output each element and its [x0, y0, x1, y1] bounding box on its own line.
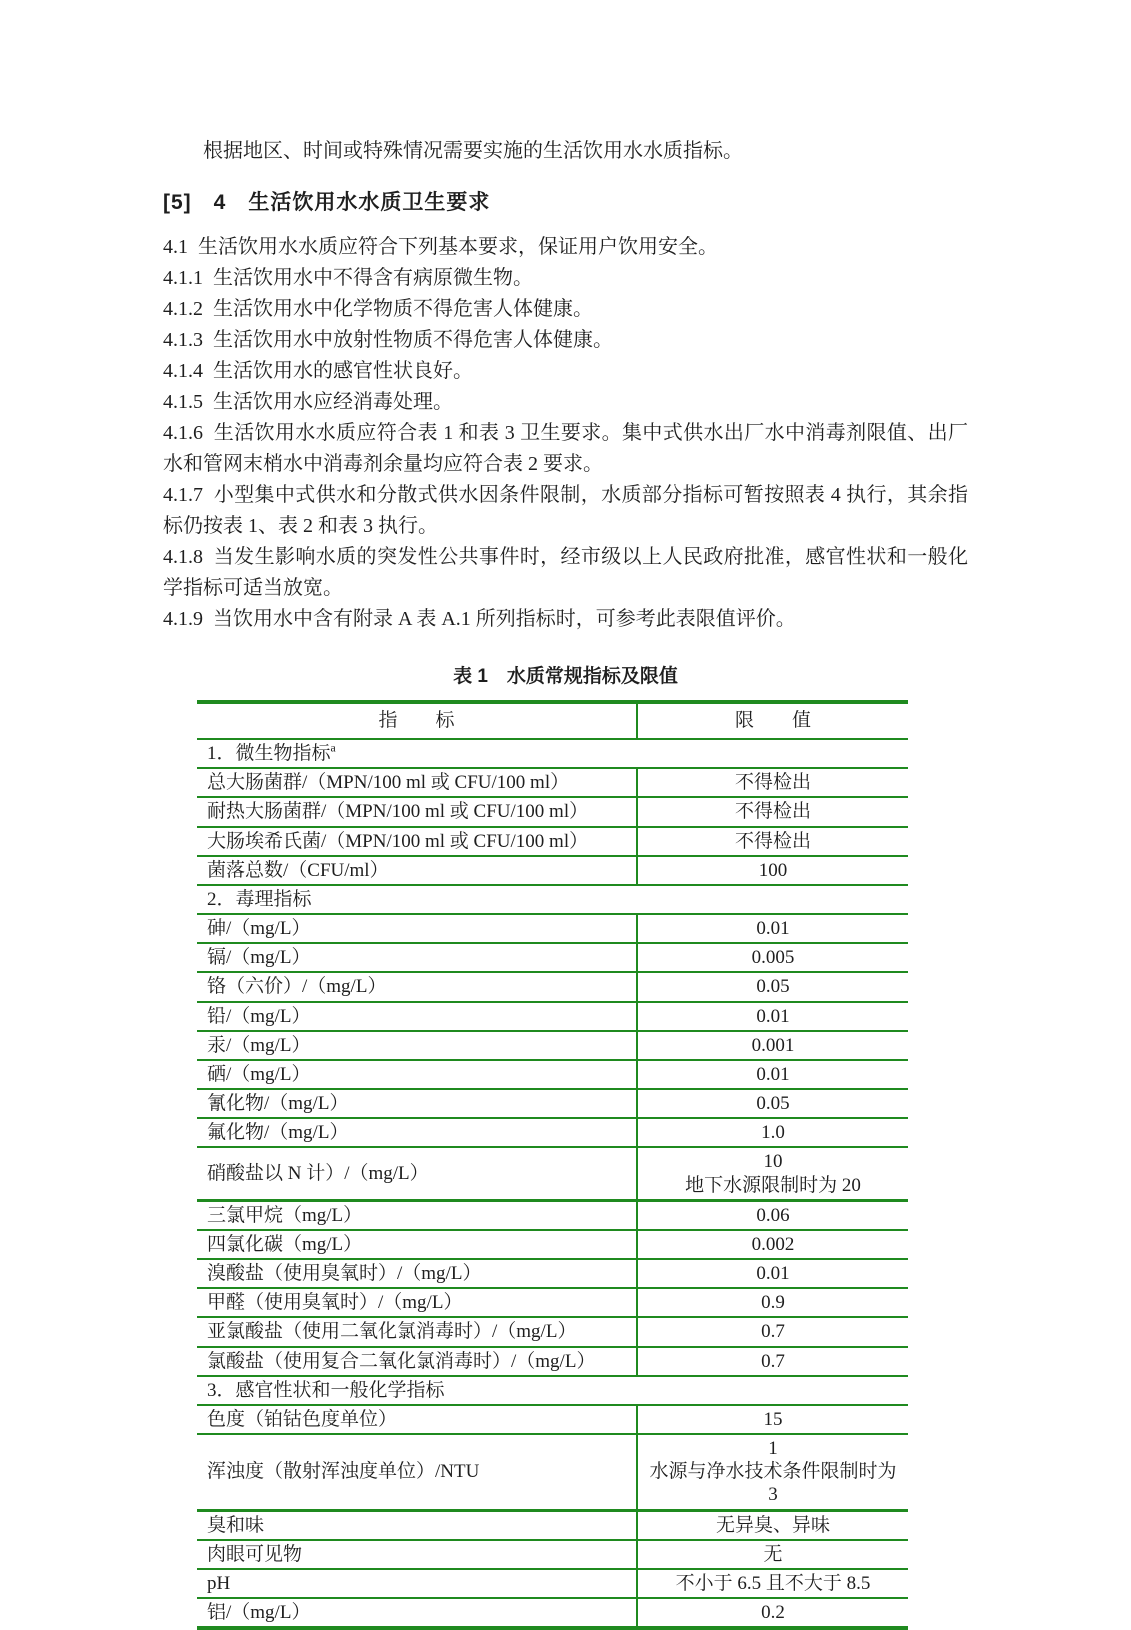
table-row [197, 1598, 908, 1628]
limit-value: 0.7 [761, 1321, 785, 1343]
indicator-cell: 色度（铂钴色度单位） [197, 1405, 637, 1434]
table-row [197, 797, 908, 826]
table-row [197, 1288, 908, 1317]
limit-value: 0.7 [761, 1350, 785, 1372]
section-label: 3．感官性状和一般化学指标 [207, 1379, 445, 1401]
limit-value: 无 [763, 1543, 783, 1565]
table-row [197, 1002, 908, 1031]
limit-cell [637, 827, 908, 856]
limit-value: 不得检出 [734, 801, 811, 823]
limit-value: 1 [768, 1438, 778, 1460]
limit-cell [637, 1118, 908, 1147]
clause-paragraph: 4.1.4 生活饮用水的感官性状良好。 [163, 360, 473, 382]
clause-paragraph: 4.1.8 当发生影响水质的突发性公共事件时，经市级以上人民政府批准，感官性状和一般化学指标可适当放宽。 [163, 546, 968, 599]
table-row [197, 1569, 908, 1598]
indicator-cell: 大肠埃希氏菌/（MPN/100 ml 或 CFU/100 ml） [197, 827, 637, 856]
clause-paragraph: 4.1 生活饮用水水质应符合下列基本要求，保证用户饮用安全。 [163, 236, 718, 258]
indicator-cell: 砷/（mg/L） [197, 914, 637, 943]
indicator-cell: 氰化物/（mg/L） [197, 1089, 637, 1118]
table-section-row [197, 739, 908, 768]
limit-cell [637, 1031, 908, 1060]
limit-value: 0.01 [756, 1005, 790, 1027]
limit-cell [637, 914, 908, 943]
limit-cell [637, 1288, 908, 1317]
clause-paragraph: 4.1.6 生活饮用水水质应符合表 1 和表 3 卫生要求。集中式供水出厂水中消毒剂限值、出厂水和管网末梢水中消毒剂余量均应符合表 2 要求。 [163, 422, 968, 475]
indicator-cell: 菌落总数/（CFU/ml） [197, 856, 637, 885]
limit-cell [637, 856, 908, 885]
table-row [197, 1317, 908, 1346]
limit-cell [637, 1147, 908, 1200]
section-label: 1．微生物指标 [207, 743, 331, 764]
indicator-cell: 氟化物/（mg/L） [197, 1118, 637, 1147]
table-row [197, 1118, 908, 1147]
limit-cell [637, 972, 908, 1001]
limit-cell [637, 1002, 908, 1031]
indicator-cell: 亚氯酸盐（使用二氧化氯消毒时）/（mg/L） [197, 1317, 637, 1346]
indicator-cell: 臭和味 [197, 1510, 637, 1540]
intro-paragraph: 根据地区、时间或特殊情况需要实施的生活饮用水水质指标。 [203, 140, 743, 162]
table-row [197, 1031, 908, 1060]
limit-cell [637, 1510, 908, 1540]
clause-paragraph: 4.1.5 生活饮用水应经消毒处理。 [163, 391, 453, 413]
limit-cell [637, 1569, 908, 1598]
limit-cell [637, 768, 908, 797]
table-row [197, 1147, 908, 1200]
limit-value: 0.05 [756, 976, 790, 998]
table-row [197, 1259, 908, 1288]
section-label: 2．毒理指标 [207, 888, 312, 910]
table-section-row [197, 1376, 908, 1405]
indicator-cell: 硝酸盐以 N 计）/（mg/L） [197, 1147, 637, 1200]
table-row [197, 1060, 908, 1089]
indicator-cell: 铅/（mg/L） [197, 1002, 637, 1031]
limit-value: 0.05 [756, 1093, 790, 1115]
limit-note: 地下水源限制时为 20 [685, 1174, 861, 1196]
clause-paragraph: 4.1.3 生活饮用水中放射性物质不得危害人体健康。 [163, 329, 613, 351]
table-row [197, 914, 908, 943]
limit-value: 不得检出 [734, 772, 811, 794]
limit-cell [637, 1540, 908, 1569]
limit-value: 不小于 6.5 且不大于 8.5 [675, 1572, 871, 1594]
indicator-cell: 氯酸盐（使用复合二氧化氯消毒时）/（mg/L） [197, 1347, 637, 1376]
indicator-cell: 甲醛（使用臭氧时）/（mg/L） [197, 1288, 637, 1317]
table-row [197, 1434, 908, 1510]
limit-cell [637, 1200, 908, 1230]
limit-value: 15 [763, 1408, 783, 1430]
limit-value: 不得检出 [734, 830, 811, 852]
table-row [197, 1405, 908, 1434]
limit-value: 10 [763, 1151, 783, 1173]
indicator-cell: 硒/（mg/L） [197, 1060, 637, 1089]
limit-cell [637, 1089, 908, 1118]
clause-paragraph: 4.1.9 当饮用水中含有附录 A 表 A.1 所列指标时，可参考此表限值评价。 [163, 608, 796, 630]
indicator-cell: 镉/（mg/L） [197, 943, 637, 972]
indicator-cell: pH [197, 1569, 637, 1598]
limit-cell [637, 1317, 908, 1346]
limit-value: 0.002 [751, 1233, 795, 1255]
limit-cell [637, 1230, 908, 1259]
table-row [197, 768, 908, 797]
limit-cell [637, 1434, 908, 1510]
limit-value: 0.9 [761, 1292, 785, 1314]
table-row [197, 1089, 908, 1118]
limit-cell [637, 797, 908, 826]
indicator-cell: 溴酸盐（使用臭氧时）/（mg/L） [197, 1259, 637, 1288]
limit-value: 0.005 [751, 947, 795, 969]
water-quality-table [197, 700, 908, 1630]
limit-cell [637, 1259, 908, 1288]
indicator-cell: 铬（六价）/（mg/L） [197, 972, 637, 1001]
table-header-row [197, 702, 908, 739]
table-row [197, 1200, 908, 1230]
indicator-cell: 三氯甲烷（mg/L） [197, 1200, 637, 1230]
limit-value: 0.01 [756, 1263, 790, 1285]
table-section-row [197, 885, 908, 914]
table-row [197, 856, 908, 885]
table-row [197, 943, 908, 972]
indicator-cell: 汞/（mg/L） [197, 1031, 637, 1060]
section-heading: [5] 4 生活饮用水水质卫生要求 [163, 191, 491, 214]
indicator-cell: 浑浊度（散射浑浊度单位）/NTU [197, 1434, 637, 1510]
clause-paragraph: 4.1.7 小型集中式供水和分散式供水因条件限制，水质部分指标可暂按照表 4 执行，其余指标仍按表 1、表 2 和表 3 执行。 [163, 484, 968, 537]
limit-cell [637, 943, 908, 972]
indicator-cell: 铝/（mg/L） [197, 1598, 637, 1628]
table-row [197, 1230, 908, 1259]
clause-paragraph: 4.1.1 生活饮用水中不得含有病原微生物。 [163, 267, 533, 289]
table-row [197, 972, 908, 1001]
indicator-cell: 总大肠菌群/（MPN/100 ml 或 CFU/100 ml） [197, 768, 637, 797]
clause-paragraph: 4.1.2 生活饮用水中化学物质不得危害人体健康。 [163, 298, 593, 320]
limit-value: 0.01 [756, 918, 790, 940]
table-header-limit: 限 值 [734, 710, 811, 732]
table-row [197, 1510, 908, 1540]
table-title: 表 1 水质常规指标及限值 [453, 666, 678, 687]
limit-cell [637, 1598, 908, 1628]
table-header-indicator: 指 标 [197, 702, 637, 739]
indicator-cell: 肉眼可见物 [197, 1540, 637, 1569]
table-row [197, 1540, 908, 1569]
limit-value: 无异臭、异味 [715, 1514, 830, 1536]
limit-value: 1.0 [761, 1122, 785, 1144]
limit-note: 水源与净水技术条件限制时为 3 [649, 1461, 897, 1506]
limit-cell [637, 1405, 908, 1434]
indicator-cell: 耐热大肠菌群/（MPN/100 ml 或 CFU/100 ml） [197, 797, 637, 826]
limit-value: 0.06 [756, 1204, 790, 1226]
table-row [197, 827, 908, 856]
indicator-cell: 四氯化碳（mg/L） [197, 1230, 637, 1259]
limit-value: 0.2 [761, 1602, 785, 1624]
limit-value: 0.001 [751, 1034, 795, 1056]
table-row [197, 1347, 908, 1376]
limit-cell [637, 1347, 908, 1376]
limit-value: 0.01 [756, 1063, 790, 1085]
section-footnote-marker: a [330, 741, 336, 755]
limit-value: 100 [758, 859, 788, 881]
limit-cell [637, 1060, 908, 1089]
clause-list [163, 232, 968, 635]
